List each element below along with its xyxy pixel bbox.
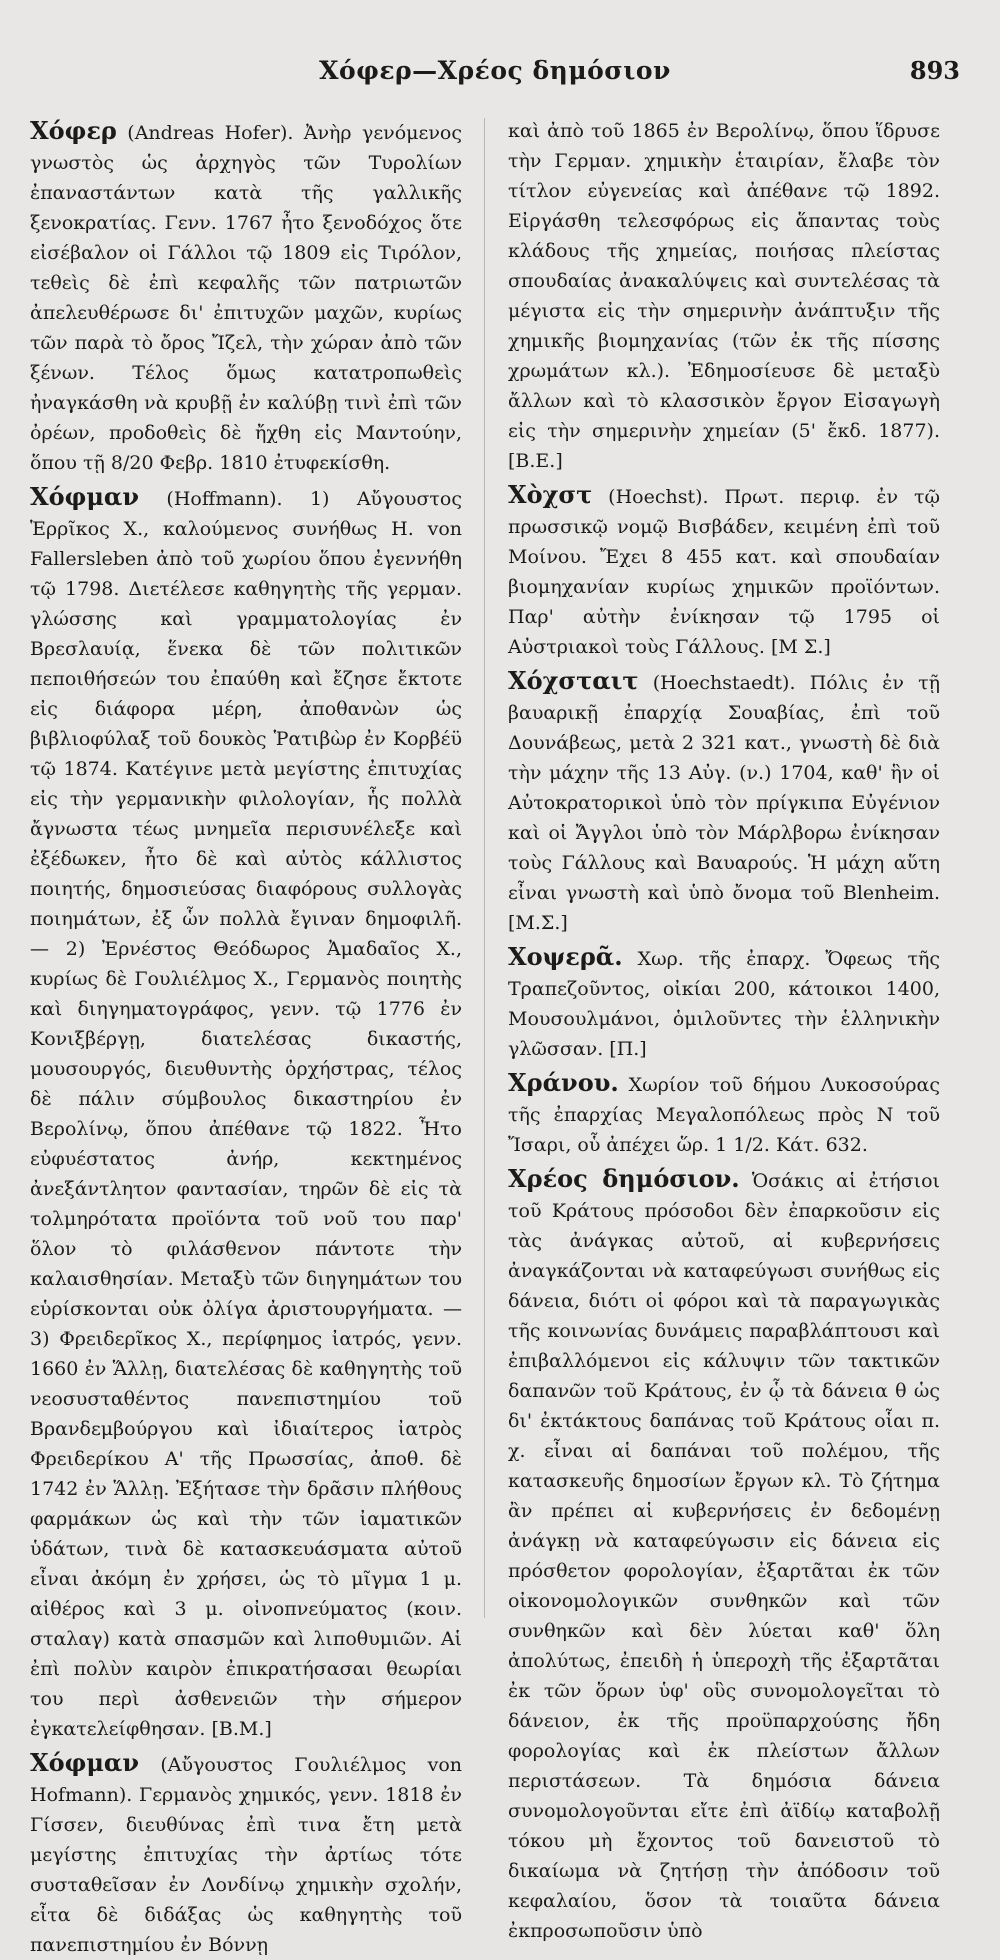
entry-chranou (508, 1068, 940, 1160)
entry-headword: Χὸχστ (508, 480, 593, 509)
page-header (30, 56, 960, 96)
entry-chopsera (508, 942, 940, 1064)
entry-hoechst (508, 480, 940, 662)
running-head: Χόφερ—Χρέος δημόσιον (319, 56, 671, 85)
column-divider (484, 118, 485, 1618)
page-number: 893 (909, 56, 960, 85)
entry-hofmann (30, 1748, 462, 1960)
right-column (508, 116, 940, 1942)
entry-text: (Hoechstaedt). Πόλις ἐν τῇ βαυαρικῇ ἐπαρχίᾳ Σουαβίας, ἐπὶ τοῦ Δουνάβεως, μετὰ 2 321 κατ., γνωστὴ δὲ διὰ τὴν μάχην τῆς 13 Αὐγ. (ν.) 1704, καθ' ἣν οἱ Αὐτοκρατορικοὶ ὑπὸ τὸν πρίγκιπα Εὐγένιον καὶ οἱ Ἄγγλοι ὑπὸ τὸν Μάρλβορω ἐνίκησαν τοὺς Γάλλους καὶ Βαυαρούς. Ἡ μάχη αὕτη εἶναι γνωστὴ καὶ ὑπὸ ὄνομα τοῦ Blenheim. [Μ.Σ.] (508, 672, 940, 934)
entry-headword: Χόφερ (30, 116, 117, 145)
entry-hoechstaedt (508, 666, 940, 938)
entry-chreos-dimosion (508, 1164, 940, 1946)
entry-headword: Χράνου. (508, 1068, 619, 1097)
entry-text: (Andreas Hofer). Ἀνὴρ γενόμενος γνωστὸς ὡς ἀρχηγὸς τῶν Τυρολίων ἐπαναστάντων κατὰ τῆς γαλλικῆς ξενοκρατίας. Γενν. 1767 ἦτο ξενοδόχος ὅτε εἰσέβαλον οἱ Γάλλοι τῷ 1809 εἰς Τιρόλον, τεθεὶς δὲ ἐπὶ κεφαλῆς τῶν πατριωτῶν ἀπελευθέρωσε δι' ἐπιτυχῶν μαχῶν, κυρίως τῶν παρὰ τὸ ὄρος Ἴζελ, τὴν χώραν ἀπὸ τῶν ξένων. Τέλος ὅμως κατατροπωθεὶς ἠναγκάσθη νὰ κρυβῇ ἐν καλύβῃ τινὶ ἐπὶ τῶν ὀρέων, προδοθεὶς δὲ ἤχθη εἰς Μαντούην, ὅπου τῇ 8/20 Φεβρ. 1810 ἐτυφεκίσθη. (30, 122, 462, 474)
entry-headword: Χρέος δημόσιον. (508, 1164, 740, 1193)
entry-text: (Αὔγουστος Γουλιέλμος von Hofmann). Γερμανὸς χημικός, γενν. 1818 ἐν Γίσσεν, διευθύνας ἐπὶ τινα ἔτη μετὰ μεγίστης ἐπιτυχίας τὴν ἀρτίως τότε συσταθεῖσαν ἐν Λονδίνῳ χημικὴν σχολήν, εἶτα δὲ διδάξας ὡς καθηγητὴς τοῦ πανεπιστημίου ἐν Βόννῃ (30, 1754, 462, 1956)
entry-headword: Χόφμαν (30, 1748, 140, 1777)
entry-hoffmann (30, 482, 462, 1744)
entry-text: Χωρίον τοῦ δήμου Λυκοσούρας τῆς ἐπαρχίας Μεγαλοπόλεως πρὸς Ν τοῦ Ἴσαρι, οὗ ἀπέχει ὥρ. 1 1/2. Κάτ. 632. (508, 1074, 940, 1156)
entry-text: (Hoffmann). 1) Αὔγουστος Ἑρρῖκος Χ., καλούμενος συνήθως H. von Fallersleben ἀπὸ τοῦ χωρίου ὅπου ἐγεννήθη τῷ 1798. Διετέλεσε καθηγητὴς τῆς γερμαν. γλώσσης καὶ γραμματολογίας ἐν Βρεσλαυίᾳ, ἕνεκα δὲ τῶν πολιτικῶν πεποιθήσεών του ἐπαύθη καὶ ἔζησε ἔκτοτε εἰς διάφορα μέρη, ἀποθανὼν ὡς βιβλιοφύλαξ τοῦ δουκὸς Ῥατιβὼρ ἐν Κορβέϋ τῷ 1874. Κατέγινε μετὰ μεγίστης ἐπιτυχίας εἰς τὴν γερμανικὴν φιλολογίαν, ἧς πολλὰ ἄγνωστα τέως μνημεῖα περισυνέλεξε καὶ ἐξέδωκεν, ἦτο δὲ καὶ αὐτὸς κάλλιστος ποιητής, δημοσιεύσας διαφόρους συλλογὰς ποιημάτων, ἐξ ὧν πολλὰ ἔγιναν δημοφιλῆ. — 2) Ἐρνέστος Θεόδωρος Ἀμαδαῖος Χ., κυρίως δὲ Γουλιέλμος Χ., Γερμανὸς ποιητὴς καὶ διηγηματογράφος, γενν. τῷ 1776 ἐν Κονιξβέργῃ, διατελέσας δικαστής, μουσουργός, διευθυντὴς ὀρχήστρας, τέλος δὲ πάλιν σύμβουλος δικαστηρίου ἐν Βερολίνῳ, ὅπου ἀπέθανε τῷ 1822. Ἦτο εὐφυέστατος ἀνήρ, κεκτημένος ἀνεξάντλητον φαντασίαν, τηρῶν δὲ εἰς τὰ τολμηρότατα προϊόντα τοῦ νοῦ του παρ' ὅλον τὸ φιλάσθενον πάντοτε τὴν καλαισθησίαν. Μεταξὺ τῶν διηγημάτων του εὑρίσκονται οὐκ ὀλίγα ἀριστουργήματα. — 3) Φρειδερῖκος Χ., περίφημος ἰατρός, γενν. 1660 ἐν Ἅλλῃ, διατελέσας δὲ καθηγητὴς τοῦ νεοσυσταθέντος πανεπιστημίου τοῦ Βρανδεμβούργου καὶ ἰδιαίτερος ἰατρὸς Φρειδερίκου Α' τῆς Πρωσσίας, ἀποθ. δὲ 1742 ἐν Ἅλλῃ. Ἐξήτασε τὴν δρᾶσιν πλήθους φαρμάκων ὡς καὶ τὴν τῶν ἰαματικῶν ὑδάτων, τινὰ δὲ κατασκευάσματα αὐτοῦ εἶναι ἀκόμη ἐν χρήσει, ὡς τὸ μῖγμα 1 μ. αἰθέρος καὶ 3 μ. οἰνοπνεύματος (κοιν. σταλαγ) κατὰ σπασμῶν καὶ λιποθυμιῶν. Αἱ ἐπὶ πολὺν καιρὸν ἐπικρατήσασαι θεωρίαι του περὶ ἀσθενειῶν τὴν σήμερον ἐγκατελείφθησαν. [Β.Μ.] (30, 488, 462, 1740)
entry-text: Χωρ. τῆς ἐπαρχ. Ὄφεως τῆς Τραπεζοῦντος, οἰκίαι 200, κάτοικοι 1400, Μουσουλμάνοι, ὁμιλοῦντες τὴν ἑλληνικὴν γλῶσσαν. [Π.] (508, 948, 940, 1060)
entry-hofmann-continued (508, 116, 940, 476)
entry-text: (Hoechst). Πρωτ. περιφ. ἐν τῷ πρωσσικῷ νομῷ Βισβάδεν, κειμένη ἐπὶ τοῦ Μοίνου. Ἔχει 8 455 κατ. καὶ σπουδαίαν βιομηχανίαν κυρίως χημικῶν προϊόντων. Παρ' αὐτὴν ἐνίκησαν τῷ 1795 οἱ Αὐστριακοὶ τοὺς Γάλλους. [Μ Σ.] (508, 486, 940, 658)
entry-headword: Χοψερᾶ. (508, 942, 623, 971)
entry-hofer (30, 116, 462, 478)
entry-headword: Χόφμαν (30, 482, 140, 511)
entry-headword: Χόχσταιτ (508, 666, 639, 695)
entry-text: καὶ ἀπὸ τοῦ 1865 ἐν Βερολίνῳ, ὅπου ἵδρυσε τὴν Γερμαν. χημικὴν ἑταιρίαν, ἔλαβε τὸν τίτλον εὐγενείας καὶ ἀπέθανε τῷ 1892. Εἰργάσθη τελεσφόρως εἰς ἅπαντας τοὺς κλάδους τῆς χημείας, ποιήσας πλείστας σπουδαίας ἀνακαλύψεις καὶ συντελέσας τὰ μέγιστα εἰς τὴν σημερινὴν ἀνάπτυξιν τῆς χημικῆς βιομηχανίας (τῶν ἐκ τῆς πίσσης χρωμάτων κλ.). Ἐδημοσίευσε δὲ μεταξὺ ἄλλων καὶ τὸ κλασσικὸν ἔργον Εἰσαγωγὴ εἰς τὴν σημερινὴν χημείαν (5' ἔκδ. 1877). [Β.Ε.] (508, 120, 940, 472)
left-column (30, 116, 462, 1956)
entry-text: Ὁσάκις αἱ ἐτήσιοι τοῦ Κράτους πρόσοδοι δὲν ἐπαρκοῦσιν εἰς τὰς ἀνάγκας αὐτοῦ, αἱ κυβερνήσεις ἀναγκάζονται νὰ καταφεύγωσι συνήθως εἰς δάνεια, διότι οἱ φόροι καὶ τὰ παραγωγικὰς τῆς κοινωνίας δυνάμεις παραβλάπτουσι καὶ ἐπιβαλλόμενοι εἰς κάλυψιν τῶν τακτικῶν δαπανῶν τοῦ Κράτους, ἐν ᾧ τὰ δάνεια θ ὡς δι' ἐκτάκτους δαπάνας τοῦ Κράτους οἷαι π. χ. εἶναι αἱ δαπάναι τοῦ πολέμου, τῆς κατασκευῆς δημοσίων ἔργων κλ. Τὸ ζήτημα ἂν πρέπει αἱ κυβερνήσεις ἐν δεδομένῃ ἀνάγκῃ νὰ καταφεύγωσιν εἰς δάνεια εἰς πρόσθετον φορολογίαν, ἐξαρτᾶται ἐκ τῶν οἰκονομολογικῶν συνθηκῶν καὶ τῶν συνθηκῶν καὶ δὲν λύεται καθ' ὅλη ἀπολύτως, ἐπειδὴ ἡ ὑπεροχὴ τῆς ἐξαρτᾶται ἐκ τῶν ὅρων ὑφ' οὓς συνομολογεῖται τὸ δάνειον, ἐκ τῆς προϋπαρχούσης ἤδη φορολογίας καὶ ἐκ πλείστων ἄλλων περιστάσεων. Τὰ δημόσια δάνεια συνομολογοῦνται εἴτε ἐπὶ ἀϊδίῳ καταβολῇ τόκου μὴ ἔχοντος τοῦ δανειστοῦ τὸ δικαίωμα νὰ ζητήσῃ τὴν ἀπόδοσιν τοῦ κεφαλαίου, ὅσον τὰ τοιαῦτα δάνεια ἐκπροσωποῦσιν ὑπὸ (508, 1170, 940, 1942)
